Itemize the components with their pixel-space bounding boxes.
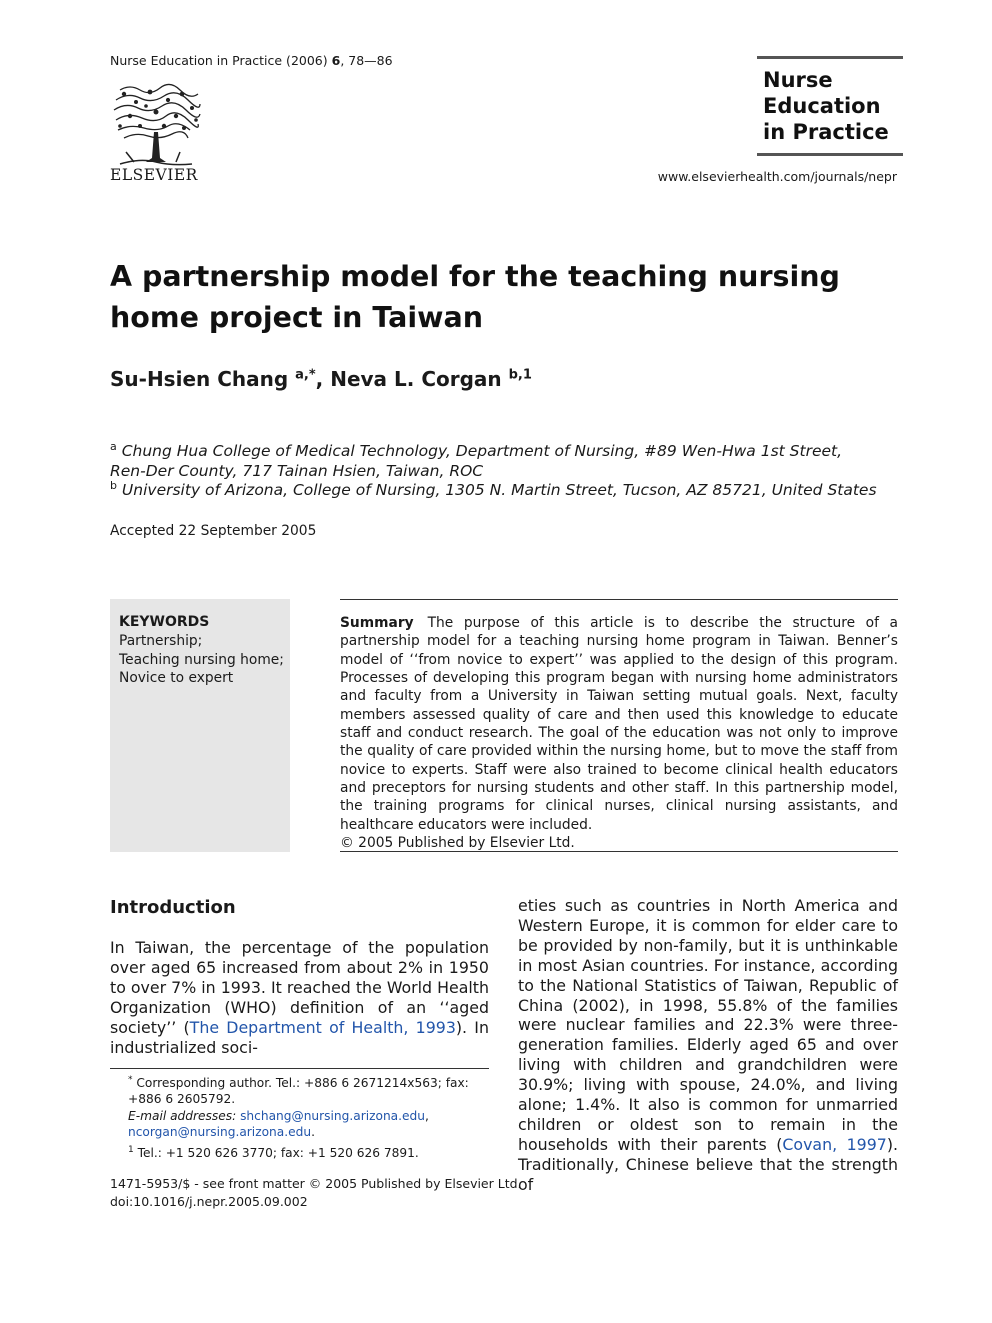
- author-affiliation-mark: a,*: [295, 367, 316, 383]
- journal-citation: [110, 53, 393, 68]
- email-link[interactable]: shchang@nursing.arizona.edu: [240, 1108, 425, 1123]
- author-name: Neva L. Corgan: [330, 367, 509, 391]
- footnote-corresponding-author: * Corresponding author. Tel.: +886 6 2671214x563; fax: +886 6 2605792.: [128, 1075, 469, 1107]
- journal-title-box: [757, 56, 903, 156]
- summary-copyright: © 2005 Published by Elsevier Ltd.: [340, 835, 575, 852]
- footnotes: [110, 1072, 489, 1162]
- article-title: A partnership model for the teaching nursing home project in Taiwan: [110, 260, 840, 334]
- footnote-1: $^1$ Tel.: +1 520 626 3770; fax: +1 520 626 7891.: [128, 1145, 419, 1161]
- body-column-right: eties such as countries in North America and Western Europe, it is common for elder care to be provided by non-family, but it is unthinkable in most Asian countries. For instance, according to the National Statistics of Taiwan, Republic of China (2002), in 1998, 55.8% of the families were nuclear families and 22.3% were three-generation families. Elderly aged 65 and over living with children and grandchildren were 30.9%; living with spouse, 24.0%, and living alone; 1.4%. It also is common for unmarried children or oldest son to remain in the households with their parents (Covan, 1997). Traditionally, Chinese believe that the strength of: [518, 896, 898, 1194]
- journal-title: Nurse Education in Practice: [763, 68, 889, 144]
- doi-line[interactable]: doi:10.1016/j.nepr.2005.09.002: [110, 1193, 308, 1209]
- citation-volume: 6: [331, 53, 341, 68]
- journal-url[interactable]: www.elsevierhealth.com/journals/nepr: [657, 169, 897, 184]
- affiliation-b: $^b$ University of Arizona, College of Nursing, 1305 N. Martin Street, Tucson, AZ 85721, United States: [110, 479, 877, 500]
- abstract-summary: [340, 614, 898, 852]
- footnote-emails: E-mail addresses: shchang@nursing.arizona.edu, ncorgan@nursing.arizona.edu.: [128, 1108, 429, 1139]
- citation-journal: Nurse Education in Practice (2006): [110, 53, 332, 68]
- body-column-left: In Taiwan, the percentage of the population over aged 65 increased from about 2% in 1950 to over 7% in 1993. It reached the World Health Organization (WHO) definition of an ‘‘aged society’’ (The Department of Health, 1993). In industrialized soci-: [110, 938, 489, 1057]
- elsevier-wordmark: ELSEVIER: [110, 166, 198, 184]
- citation-pages: , 78—86: [340, 53, 393, 68]
- affiliation-a: $^a$ Chung Hua College of Medical Technology, Department of Nursing, #89 Wen-Hwa 1st Street, Ren-Der County, 717 Tainan Hsien, Taiwan, ROC: [110, 440, 843, 480]
- section-heading-introduction: Introduction: [110, 897, 236, 918]
- keyword-item: Teaching nursing home;: [119, 651, 284, 668]
- keyword-item: Novice to expert: [119, 670, 234, 686]
- summary-top-rule: [340, 599, 898, 600]
- keywords-heading: KEYWORDS: [119, 614, 210, 630]
- keywords-list: [119, 632, 284, 688]
- keyword-item: Partnership;: [119, 633, 203, 649]
- citation-link[interactable]: The Department of Health, 1993: [189, 1017, 456, 1037]
- summary-bottom-rule: [340, 851, 898, 852]
- footnote-rule: [110, 1068, 489, 1069]
- author-list: Su-Hsien Chang $^{a,*}$, Neva L. Corgan $^{b,1}$: [110, 367, 532, 391]
- accepted-date: Accepted 22 September 2005: [110, 523, 317, 539]
- summary-label: Summary: [340, 615, 414, 631]
- citation-link[interactable]: Covan, 1997: [782, 1134, 887, 1154]
- summary-text: The purpose of this article is to describe the structure of a partnership model for a teaching nursing home program in Taiwan. Benner’s model of ‘‘from novice to expert’’ was applied to the design of this program. Processes of developing this program began with nursing home administrators and faculty from a University in Taiwan setting mutual goals. Next, faculty members assessed quality of care and then used this knowledge to educate staff and conduct research. The goal of the education was not only to improve the quality of care provided within the nursing home, but to move the staff from novice to experts. Staff were also trained to become clinical health educators and preceptors for nursing students and other staff. In this partnership model, the training programs for clinical nurses, clinical nursing assistants, and healthcare educators were included.: [340, 615, 898, 833]
- author-affiliation-mark: b,1: [508, 367, 532, 383]
- issn-line: 1471-5953/$ - see front matter © 2005 Published by Elsevier Ltd.: [110, 1176, 522, 1191]
- author-name: Su-Hsien Chang: [110, 367, 296, 391]
- email-link[interactable]: ncorgan@nursing.arizona.edu: [128, 1124, 312, 1139]
- issn-doi-block: [110, 1175, 522, 1210]
